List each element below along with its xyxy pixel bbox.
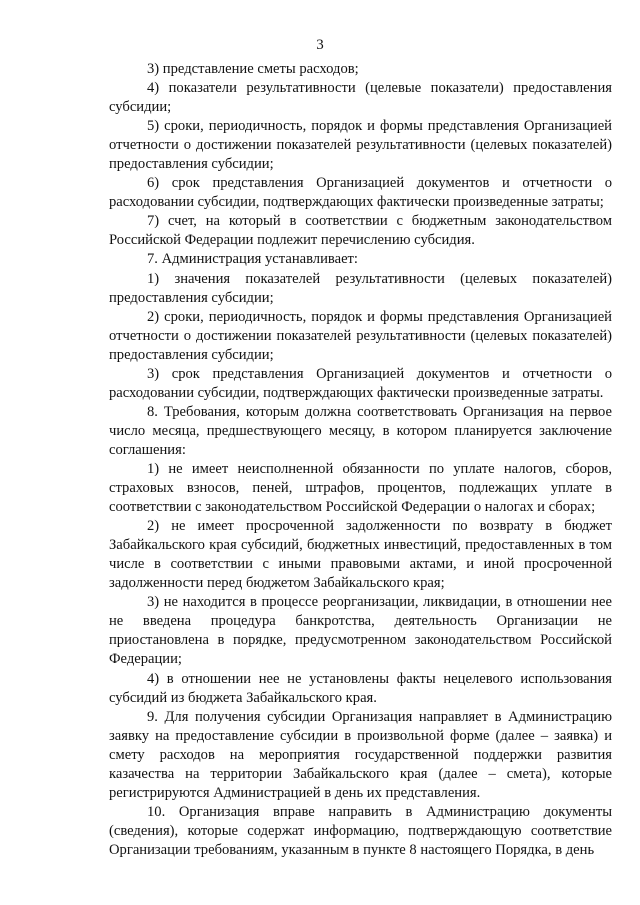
- section-10-documents: 10. Организация вправе направить в Администрацию документы (сведения), которые содержат информацию, подтверждающую соответствие Организации требованиям, указанным в пункте 8 настоящего Порядка, в день: [109, 803, 612, 858]
- section-8-item-4: 4) в отношении нее не установлены факты нецелевого использования субсидий из бюджета Забайкальского края.: [109, 670, 612, 706]
- paragraph-3-cost-estimate: 3) представление сметы расходов;: [147, 61, 359, 77]
- section-7-item-3: 3) срок представления Организацией документов и отчетности о расходовании субсидии, подтверждающих фактически произведенные затраты.: [109, 365, 612, 401]
- section-8-item-2: 2) не имеет просроченной задолженности по возврату в бюджет Забайкальского края субсидий, бюджетных инвестиций, предоставленных в том числе в соответствии с иными правовыми актами, и иной просроченной задолженности перед бюджетом Забайкальского края;: [109, 518, 612, 592]
- paragraph-7-transfer-account: 7) счет, на который в соответствии с бюджетным законодательством Российской Федерации подлежит перечислению субсидия.: [109, 213, 612, 249]
- section-8-requirements: 8. Требования, которым должна соответствовать Организация на первое число месяца, предшествующего месяцу, в котором планируется заключение соглашения:: [109, 403, 612, 458]
- section-7-heading: 7. Администрация устанавливает:: [147, 251, 358, 268]
- section-7-item-2: 2) сроки, периодичность, порядок и формы представления Организацией отчетности о достижении показателей результативности (целевых показателей) предоставления субсидии;: [109, 308, 612, 363]
- section-8-item-3: 3) не находится в процессе реорганизации, ликвидации, в отношении нее не введена процедура банкротства, деятельность Организации не приостановлена в порядке, предусмотренном законодательством Российской Федерации;: [109, 594, 612, 668]
- section-8-item-1: 1) не имеет неисполненной обязанности по уплате налогов, сборов, страховых взносов, пеней, штрафов, процентов, подлежащих уплате в соответствии с законодательством Российской Федерации о налогах и сборах;: [109, 460, 612, 516]
- document-body: [109, 60, 612, 860]
- paragraph-4-performance-indicators: 4) показатели результативности (целевые показатели) предоставления субсидии;: [109, 80, 612, 116]
- paragraph-5-reporting-terms: 5) сроки, периодичность, порядок и формы представления Организацией отчетности о достижении показателей результативности (целевых показателей) предоставления субсидии;: [109, 118, 612, 173]
- paragraph-6-expense-reporting: 6) срок представления Организацией документов и отчетности о расходовании субсидии, подтверждающих фактически произведенные затраты;: [109, 175, 612, 211]
- page-number: 3: [316, 37, 324, 53]
- section-7-item-1: 1) значения показателей результативности (целевых показателей) предоставления субсидии;: [109, 270, 612, 306]
- section-9-application: 9. Для получения субсидии Организация направляет в Администрацию заявку на предоставление субсидии в произвольной форме (далее – заявка) и смету расходов на мероприятия государственной поддержки развития казачества на территории Забайкальского края (далее – смета), которые регистрируются Администрацией в день их представления.: [109, 708, 612, 801]
